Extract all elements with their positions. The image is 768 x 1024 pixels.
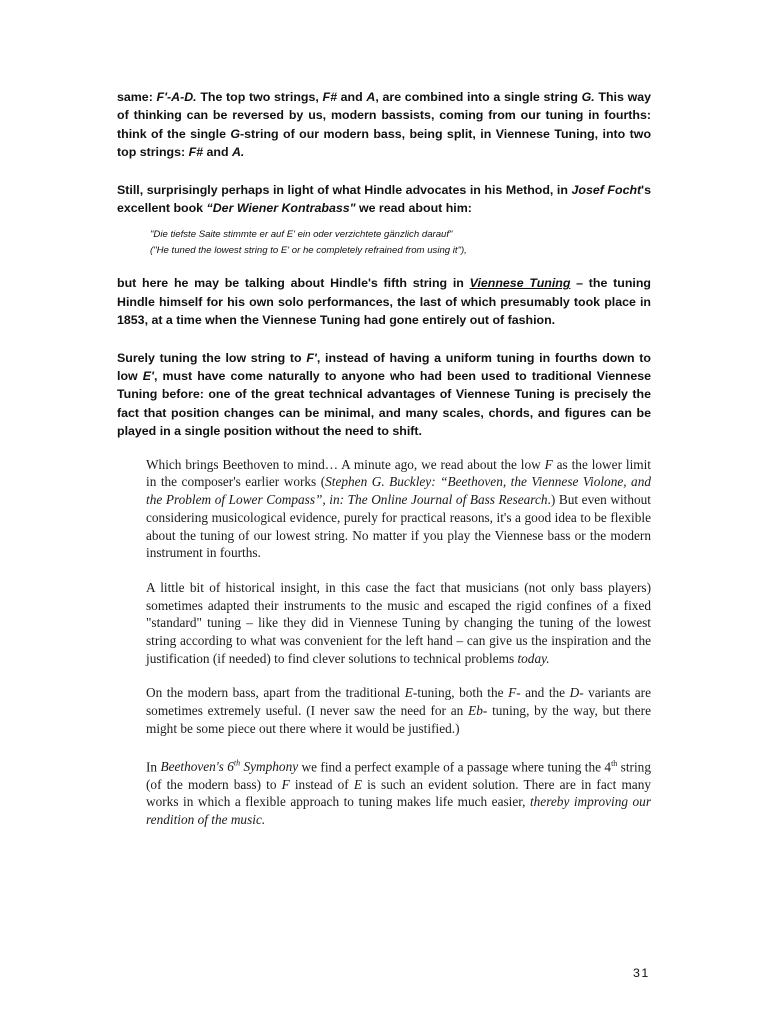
paragraph-beethoven <box>146 456 651 562</box>
book-title: “Der Wiener Kontrabass" <box>206 201 356 216</box>
ordinal-suffix: th <box>233 758 241 768</box>
text: and <box>336 90 367 104</box>
text: In <box>146 758 161 774</box>
text: , must have come naturally to anyone who had been used to traditional Viennese Tuning before: one of the great technical advantages of Viennese Tuning is precisely the fact that position changes can be minimal, and many scales, chords, and figures can be played in a single position without the need to shift. <box>117 369 651 439</box>
symphony-title <box>160 759 298 774</box>
text: we find a perfect example of a passage where tuning the 4 <box>298 758 612 774</box>
text: Still, surprisingly perhaps in light of what Hindle advocates in his Method, in <box>117 182 572 197</box>
paragraph-historical-insight <box>146 579 651 668</box>
text: but here he may be talking about Hindle's fifth string in <box>117 276 470 291</box>
note-name: F <box>281 776 290 792</box>
ordinal-suffix: th <box>611 758 618 768</box>
text: - variants are sometimes extremely useful. (I never saw the need for an <box>146 685 651 719</box>
note-name: Eb <box>468 703 483 719</box>
note-name: E' <box>142 369 154 384</box>
note-name: F# <box>188 145 204 160</box>
quote-translation: ("He tuned the lowest string to E' or he completely refrained from using it"), <box>150 244 467 256</box>
text: instead of <box>289 776 354 792</box>
text: Which brings Beethoven to mind… A minute ago, we read about the low <box>146 456 545 472</box>
note-name: G. <box>581 90 595 104</box>
paragraph-tuning-strings <box>117 88 651 162</box>
citation: Stephen G. Buckley: “Beethoven, the Viennese Violone, and the Problem of Lower Compass”, in: The Online Journal of Bass Research <box>146 474 651 508</box>
text: – the tuning Hindle himself for his own solo performances, the last of which presumably took place in 1853, at a time when the Viennese Tuning had gone entirely out of fashion. <box>117 276 651 328</box>
text: string (of the modern bass) to <box>146 758 651 792</box>
paragraph-modern-bass <box>146 684 651 737</box>
quote-german: "Die tiefste Saite stimmte er auf E' ein oder verzichtete gänzlich darauf" <box>150 229 453 241</box>
text: , instead of having a uniform tuning in fourths down to low <box>117 350 651 384</box>
note-name: F# <box>322 90 337 104</box>
text: we read about him: <box>355 201 472 216</box>
text: Surely tuning the low string to <box>117 350 307 365</box>
note-name: D <box>569 685 580 701</box>
text: , are combined into a single string <box>375 90 582 104</box>
text: On the modern bass, apart from the traditional <box>146 685 405 701</box>
note-name: A <box>366 90 376 104</box>
note-name: E <box>404 685 413 701</box>
text: A little bit of historical insight, in this case the fact that musicians (not only bass players) sometimes adapted their instruments to the music and escaped the rigid confines of a fixed "standard" tuning – like they did in Viennese Tuning by changing the tuning of the lowest string according to what was convenient for the left hand – can give us the inspiration and the justification (if needed) to find clever solutions to technical problems <box>146 579 651 666</box>
text: This way of thinking can be reversed by us, modern bassists, coming from our tuning in fourths: think of the single <box>117 90 652 141</box>
viennese-tuning-term: Viennese Tuning <box>469 276 571 291</box>
text: is such an evident solution. There are in fact many works in which a flexible approach to tuning makes life much easier, <box>146 776 651 810</box>
page-body <box>117 88 651 829</box>
emphasis: today. <box>517 650 550 666</box>
text: as the lower limit in the composer's earlier works ( <box>146 456 651 490</box>
page-number: 31 <box>633 966 650 980</box>
text: .) But even without considering musicological evidence, purely for practical reasons, it's a good idea to be flexible about the tuning of our lowest string. No matter if you play the Viennese bass or the modern instrument in fourths. <box>146 492 652 561</box>
emphasis: thereby improving our rendition of the music. <box>146 794 651 828</box>
note-name: E <box>353 776 362 792</box>
text: and <box>203 145 232 160</box>
text: - and the <box>516 685 570 701</box>
paragraph-fifth-string <box>117 274 651 329</box>
text: -string of our modern bass, being split, in Viennese Tuning, into two top strings: <box>117 126 652 160</box>
text: same: <box>117 90 157 104</box>
note-name: F <box>544 456 553 472</box>
note-name: A. <box>231 145 245 160</box>
note-name: G <box>230 126 241 141</box>
note-name: F <box>508 685 517 701</box>
paragraph-sixth-symphony <box>146 755 651 829</box>
tuning-note: F'-A-D. <box>156 90 197 104</box>
paragraph-low-string <box>117 349 651 441</box>
author-name: Josef Focht <box>571 182 642 197</box>
note-name: F' <box>306 350 317 365</box>
paragraph-focht <box>117 181 651 218</box>
text: 's excellent book <box>117 182 651 216</box>
text: Symphony <box>240 758 299 774</box>
text: -tuning, both the <box>412 685 509 701</box>
text: The top two strings, <box>196 90 323 104</box>
text: - tuning, by the way, but there might be some piece out there where it would be justified.) <box>146 703 651 736</box>
text: Beethoven's 6 <box>160 758 234 774</box>
